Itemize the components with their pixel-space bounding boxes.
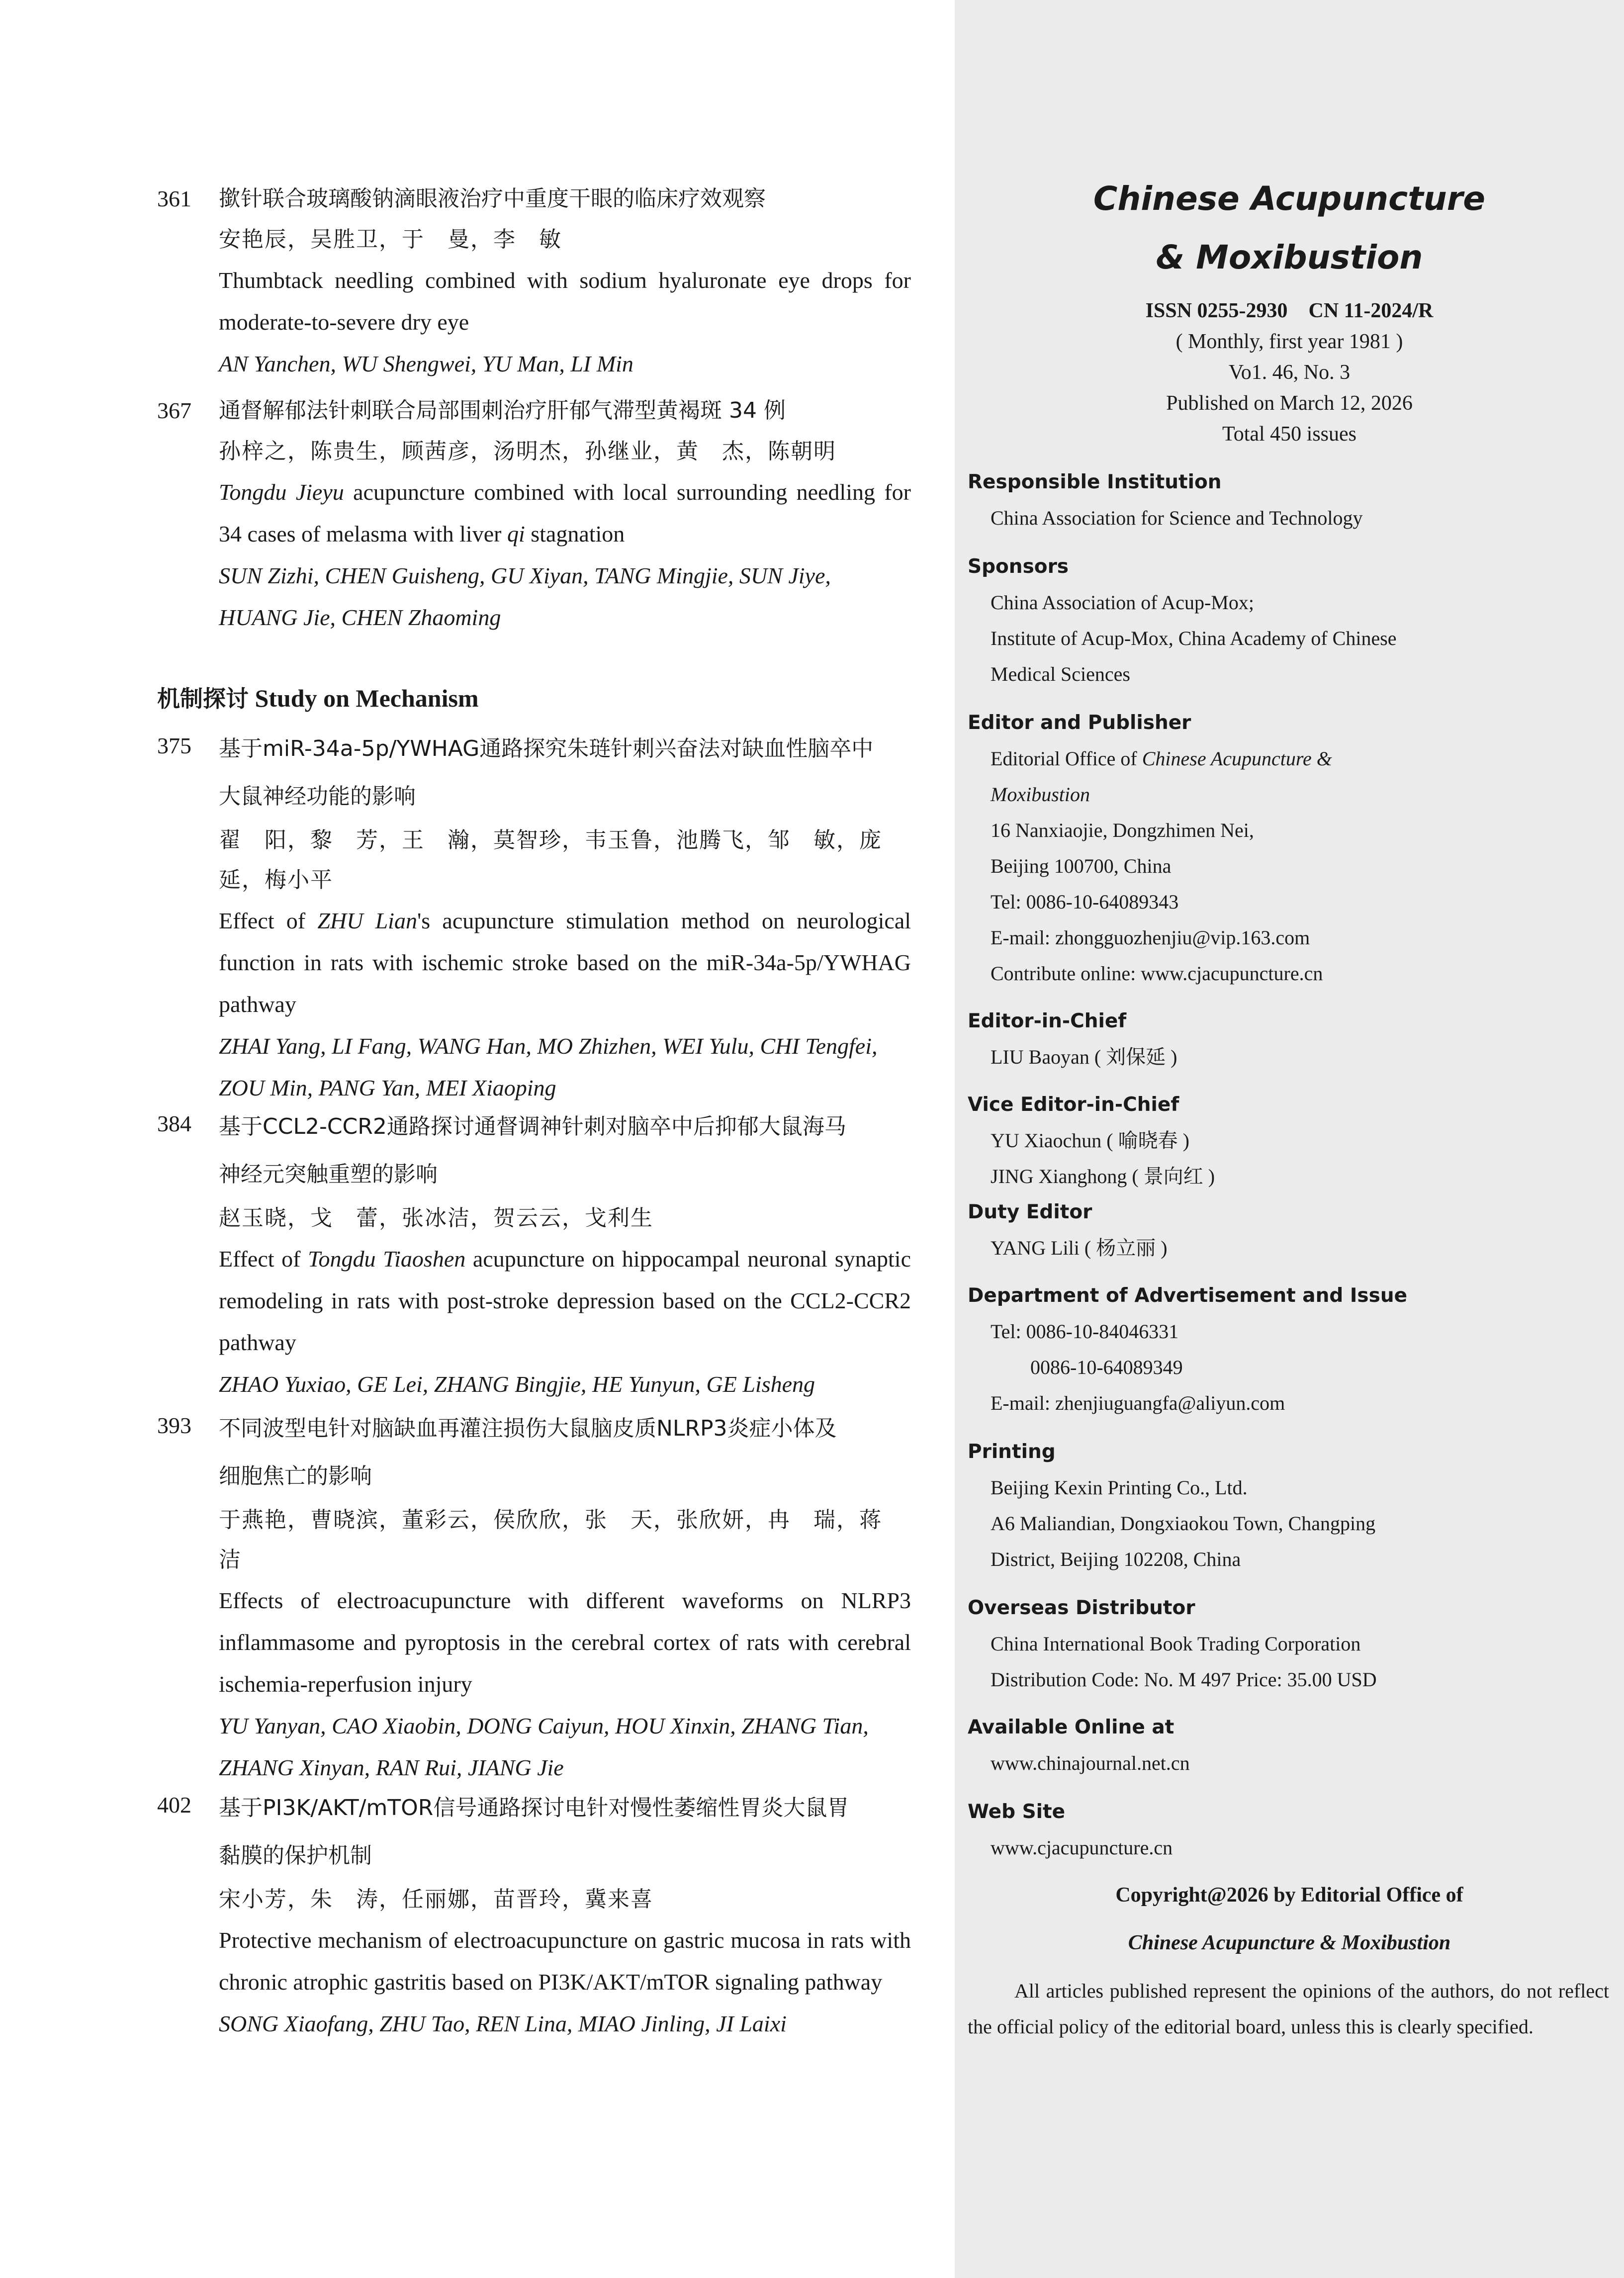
title-en-italic: ZHU Lian [317, 908, 417, 933]
copyright-line1: Copyright@2026 by Editorial Office of [1115, 1884, 1463, 1907]
page-number: 393 [157, 1413, 191, 1438]
section-heading-mechanism [157, 677, 479, 720]
title-en: Effects of electroacupuncture with different waveforms on NLRP3 inflammasome and pyroptosis in the cerebral cortex of rats with cerebral ischemia-reperfusion injury [219, 1588, 911, 1697]
authors-cn: 孙梓之，陈贵生，顾茜彦，汤明杰，孙继业，黄 杰，陈朝明 [219, 439, 836, 464]
vice-editor-heading: Vice Editor-in-Chief [968, 1093, 1179, 1116]
sponsor-2-line1: Institute of Acup-Mox, China Academy of Chinese [991, 627, 1397, 649]
sponsors-heading: Sponsors [968, 555, 1069, 578]
disclaimer: All articles published represent the opinions of the authors, do not reflect the official policy of the editorial board, unless this is clearly specified. [968, 1980, 1609, 2038]
advertisement-heading: Department of Advertisement and Issue [968, 1284, 1408, 1307]
title-en-italic: Tongdu Tiaoshen [308, 1246, 466, 1272]
vice-editor-2: JING Xianghong ( 景向红 ) [991, 1165, 1215, 1187]
overseas-line1: China International Book Trading Corporation [991, 1633, 1361, 1655]
online-heading: Available Online at [968, 1716, 1174, 1738]
title-cn-line2: 黏膜的保护机制 [219, 1843, 372, 1868]
title-cn-line2: 大鼠神经功能的影响 [219, 784, 416, 809]
title-en-text-end: 's acupuncture stimulation method on neurological function in rats with ischemic stroke based on the miR-34a-5p/YWHAG pathway [219, 908, 911, 1017]
editor-in-chief-heading: Editor-in-Chief [968, 1010, 1127, 1032]
page-number: 361 [157, 186, 191, 211]
section-heading-cn: 机制探讨 [157, 685, 249, 712]
total-issues: Total 450 issues [1222, 423, 1357, 446]
authors-en: SONG Xiaofang, ZHU Tao, REN Lina, MIAO Jinling, JI Laixi [219, 2011, 787, 2036]
editor-publisher-heading: Editor and Publisher [968, 712, 1191, 734]
address-line1: 16 Nanxiaojie, Dongzhimen Nei, [991, 819, 1254, 841]
editor-line1 [991, 741, 1607, 777]
contribute-online: Contribute online: www.cjacupuncture.cn [991, 962, 1323, 985]
printing-line3: District, Beijing 102208, China [991, 1548, 1241, 1570]
frequency: ( Monthly, first year 1981 ) [1175, 330, 1403, 353]
authors-cn: 宋小芳，朱 涛，任丽娜，苗晋玲，冀来喜 [219, 1887, 653, 1912]
entry-body [219, 1405, 911, 1789]
authors-cn: 安艳辰，吴胜卫，于 曼，李 敏 [219, 227, 562, 252]
overseas-heading: Overseas Distributor [968, 1597, 1195, 1619]
title-cn-line1: 基于PI3K/AKT/mTOR信号通路探讨电针对慢性萎缩性胃炎大鼠胃 [219, 1795, 849, 1821]
editor-prefix: Editorial Office of [991, 747, 1142, 770]
journal-title-line2: & Moxibustion [1156, 238, 1423, 276]
authors-en: YU Yanyan, CAO Xiaobin, DONG Caiyun, HOU Xinxin, ZHANG Tian, ZHANG Xinyan, RAN Rui, JIANG Jie [219, 1713, 869, 1780]
vice-editor-1: YU Xiaochun ( 喻晓春 ) [991, 1129, 1189, 1152]
authors-en: ZHAO Yuxiao, GE Lei, ZHANG Bingjie, HE Yunyun, GE Lisheng [219, 1371, 815, 1397]
title-cn: 撳针联合玻璃酸钠滴眼液治疗中重度干眼的临床疗效观察 [219, 186, 766, 211]
printing-line2: A6 Maliandian, Dongxiaokou Town, Changping [991, 1512, 1376, 1535]
section-heading-en: Study on Mechanism [255, 684, 479, 712]
title-cn-line1: 不同波型电针对脑缺血再灌注损伤大鼠脑皮质NLRP3炎症小体及 [219, 1416, 837, 1441]
address-line2: Beijing 100700, China [991, 855, 1172, 877]
advertisement-tel-2: 0086-10-64089349 [1030, 1356, 1183, 1378]
title-en-text: acupuncture combined with local surrounding needling for 34 cases of melasma with liver [219, 479, 911, 547]
duty-editor-heading: Duty Editor [968, 1201, 1092, 1223]
authors-en: AN Yanchen, WU Shengwei, YU Man, LI Min [219, 351, 633, 376]
title-cn-line2: 细胞焦亡的影响 [219, 1463, 372, 1489]
journal-title-line1: Chinese Acupuncture [1093, 180, 1486, 218]
title-cn: 通督解郁法针刺联合局部围刺治疗肝郁气滞型黄褐斑 34 例 [219, 398, 786, 423]
editor-in-chief-value: LIU Baoyan ( 刘保延 ) [991, 1046, 1177, 1068]
authors-en: ZHAI Yang, LI Fang, WANG Han, MO Zhizhen, WEI Yulu, CHI Tengfei, ZOU Min, PANG Yan, MEI Xiaoping [219, 1033, 878, 1100]
title-cn-line1: 基于miR-34a-5p/YWHAG通路探究朱琏针刺兴奋法对缺血性脑卒中 [219, 736, 874, 761]
printing-line1: Beijing Kexin Printing Co., Ltd. [991, 1476, 1248, 1499]
title-en-italic: Tongdu Jieyu [219, 479, 344, 505]
responsible-value: China Association for Science and Technology [991, 507, 1363, 529]
title-cn-line2: 神经元突触重塑的影响 [219, 1162, 438, 1187]
editor-email: E-mail: zhongguozhenjiu@vip.163.com [991, 926, 1310, 949]
online-value: www.chinajournal.net.cn [991, 1752, 1190, 1774]
publish-date: Published on March 12, 2026 [1166, 392, 1413, 415]
entry-body [219, 1103, 911, 1405]
responsible-heading: Responsible Institution [968, 471, 1222, 493]
editor-line2 [991, 777, 1607, 813]
title-en: Thumbtack needling combined with sodium hyaluronate eye drops for moderate-to-severe dry eye [219, 268, 911, 335]
title-en [219, 1238, 911, 1364]
printing-heading: Printing [968, 1441, 1056, 1463]
website-value: www.cjacupuncture.cn [991, 1836, 1173, 1859]
authors-en: SUN Zizhi, CHEN Guisheng, GU Xiyan, TANG Mingjie, SUN Jiye, HUANG Jie, CHEN Zhaoming [219, 563, 831, 630]
page-number: 367 [157, 398, 191, 423]
page-number: 402 [157, 1792, 191, 1818]
editor-journal-italic: Chinese Acupuncture & [1142, 747, 1332, 770]
page-number: 384 [157, 1111, 191, 1136]
page-number: 375 [157, 733, 191, 758]
copyright-line2: Chinese Acupuncture & Moxibustion [1128, 1931, 1451, 1954]
entry-body [219, 1784, 911, 2045]
title-en-text: Effect of [219, 1246, 308, 1272]
title-cn-line1: 基于CCL2-CCR2通路探讨通督调神针刺对脑卒中后抑郁大鼠海马 [219, 1114, 846, 1139]
title-en-text-end: stagnation [525, 521, 625, 547]
duty-editor-value: YANG Lili ( 杨立丽 ) [991, 1237, 1168, 1259]
advertisement-tel-1: Tel: 0086-10-84046331 [991, 1320, 1179, 1343]
volume-issue: Vo1. 46, No. 3 [1228, 361, 1351, 384]
editor-journal-italic-2: Moxibustion [991, 783, 1090, 806]
issn-cn: ISSN 0255-2930 CN 11-2024/R [1145, 299, 1434, 322]
overseas-line2: Distribution Code: No. M 497 Price: 35.00 USD [991, 1668, 1377, 1691]
sponsor-1: China Association of Acup-Mox; [991, 591, 1254, 614]
title-en-text-end: acupuncture on hippocampal neuronal synaptic remodeling in rats with post-stroke depression based on the CCL2-CCR2 pathway [219, 1246, 911, 1355]
title-en [219, 471, 911, 555]
authors-cn: 赵玉晓，戈 蕾，张冰洁，贺云云，戈利生 [219, 1205, 653, 1231]
website-heading: Web Site [968, 1801, 1066, 1823]
editor-tel: Tel: 0086-10-64089343 [991, 891, 1179, 913]
title-en-italic-qi: qi [507, 521, 525, 547]
title-en: Protective mechanism of electroacupuncture on gastric mucosa in rats with chronic atrophic gastritis based on PI3K/AKT/mTOR signaling pathway [219, 1927, 911, 1995]
title-en [219, 900, 911, 1025]
title-en-text: Effect of [219, 908, 318, 933]
authors-cn: 于燕艳，曹晓滨，董彩云，侯欣欣，张 天，张欣妍，冉 瑞，蒋 洁 [219, 1507, 905, 1572]
entry-body [219, 178, 911, 385]
entry-body [219, 390, 911, 638]
entry-body [219, 725, 911, 1109]
sponsor-2-line2: Medical Sciences [991, 663, 1130, 685]
advertisement-email: E-mail: zhenjiuguangfa@aliyun.com [991, 1392, 1285, 1414]
journal-info-sidebar [955, 0, 1624, 2278]
authors-cn: 翟 阳，黎 芳，王 瀚，莫智珍，韦玉鲁，池腾飞，邹 敏，庞 延，梅小平 [219, 827, 905, 893]
